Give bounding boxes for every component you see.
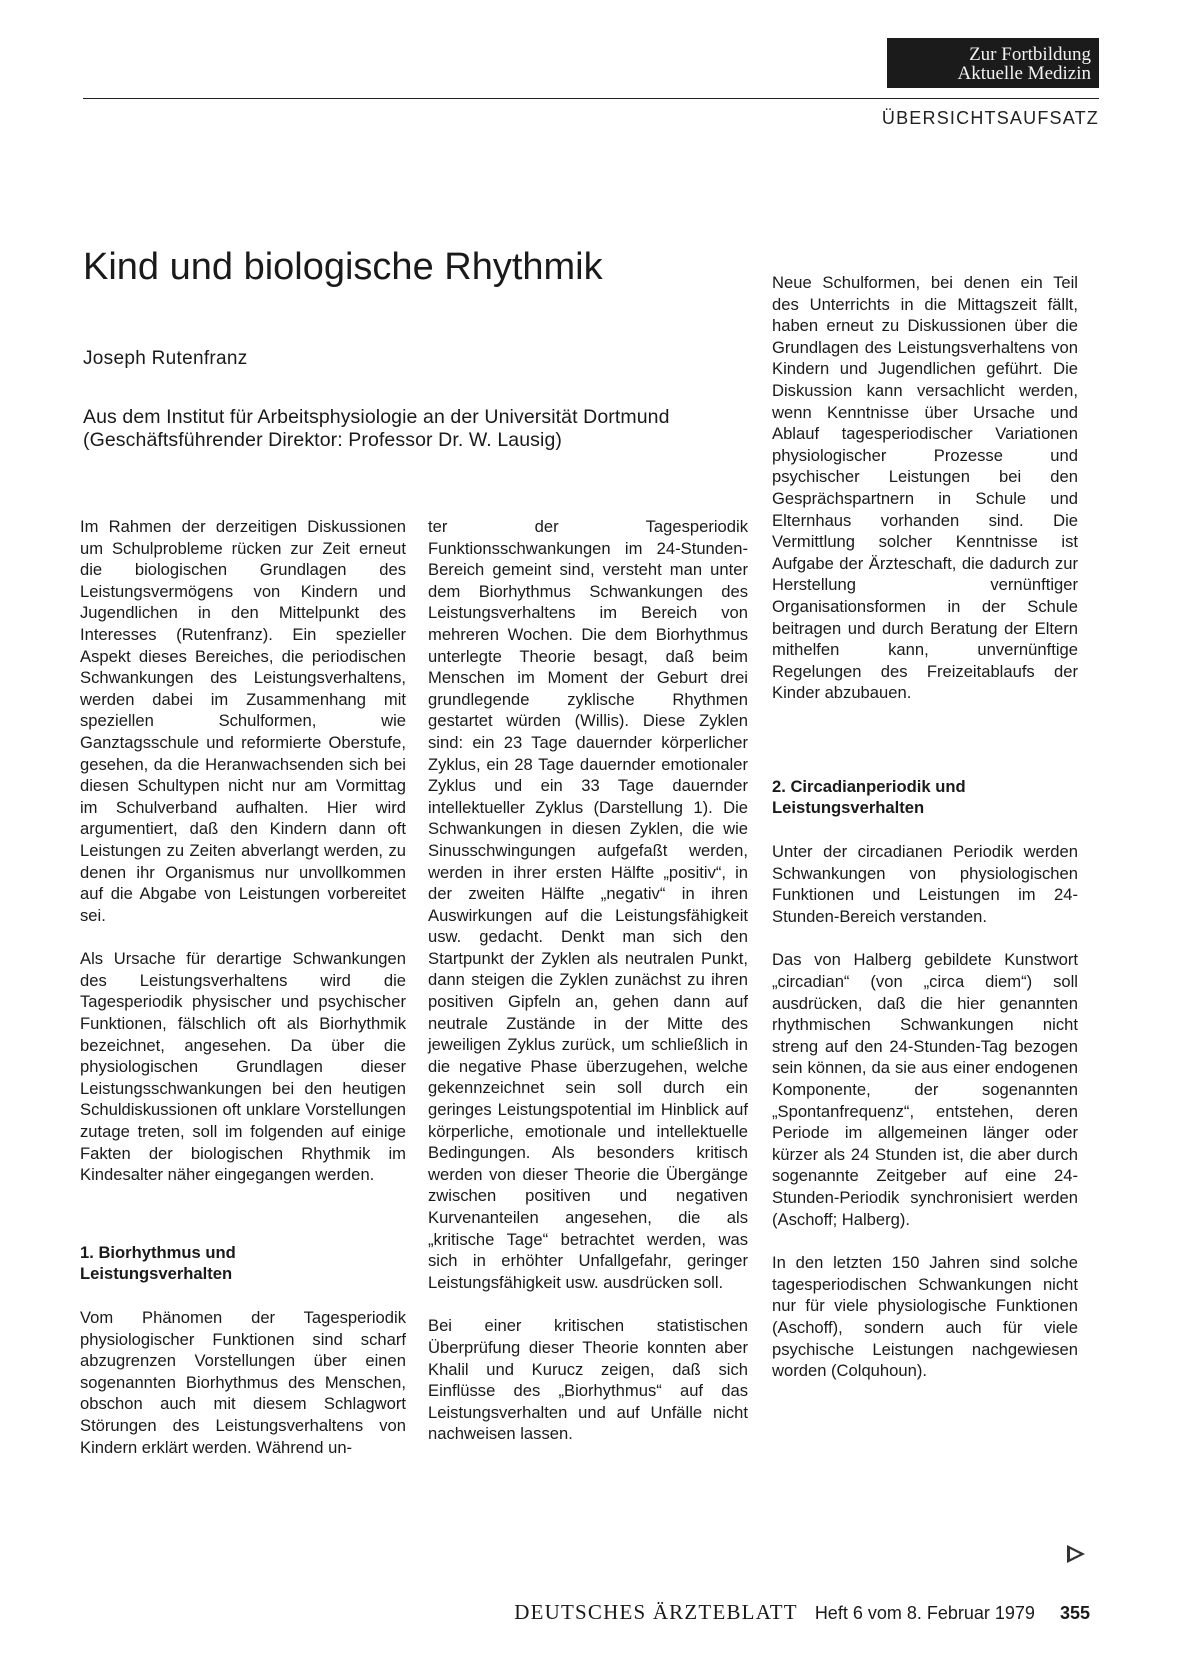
heading-line: Leistungsverhalten bbox=[772, 798, 925, 818]
paragraph: Unter der circadianen Periodik werden Schwankungen von physiologischen Funktionen und Leistungen im 24-Stunden-Bereich verstanden. bbox=[772, 842, 1078, 926]
paragraph: Im Rahmen der derzeitigen Diskussionen um Schulprobleme rücken zur Zeit erneut die biologischen Grundlagen des Leistungsvermögens von Kindern und Jugendlichen in den Mittelpunkt des Interesses (Rutenfranz). Ein spezieller Aspekt dieses Bereiches, die periodischen Schwankungen des Leistungsverhaltens, werden dabei im Zusammenhang mit speziellen Schulformen, wie Ganztagsschule und reformierte Oberstufe, gesehen, da die Heranwachsenden sich bei diesen Schultypen nicht nur am Vormittag im Schulverband aufhalten. Hier wird argumentiert, daß den Kindern dann oft Leistungen zu Zeiten abverlangt werden, zu denen ihr Organismus nur unvollkommen auf die Abgabe von Leistungen vorbereitet sei. bbox=[80, 517, 406, 925]
header-rule bbox=[83, 98, 1099, 99]
badge-line-1: Zur Fortbildung bbox=[969, 44, 1091, 65]
section-badge bbox=[887, 38, 1099, 88]
paragraph: In den letzten 150 Jahren sind solche tagesperiodischen Schwankungen nicht nur für viele physiologische Funktionen (Aschoff), sondern auch für viele psychische Leistungen nachgewiesen worden (Colquhoun). bbox=[772, 1253, 1078, 1381]
page-footer bbox=[514, 1600, 1090, 1625]
heading-line: 2. Circadianperiodik und bbox=[772, 776, 966, 796]
text-column-3 bbox=[772, 272, 1078, 1404]
paragraph: ter der Tagesperiodik Funktionsschwankungen im 24-Stunden-Bereich gemeint sind, versteht man unter dem Biorhythmus Schwankungen des Leistungsverhaltens im Bereich von mehreren Wochen. Die dem Biorhythmus unterlegte Theorie besagt, daß beim Menschen im Moment der Geburt drei grundlegende zyklische Rhythmen gestartet würden (Willis). Diese Zyklen sind: ein 23 Tage dauernder körperlicher Zyklus, ein 28 Tage dauernder emotionaler Zyklus und ein 33 Tage dauernder intellektueller Zyklus (Darstellung 1). Die Schwankungen in diesen Zyklen, die wie Sinusschwingungen aufgefaßt werden, werden in ihrer ersten Hälfte „positiv“, in der zweiten Hälfte „negativ“ in ihren Auswirkungen auf die Leistungsfähigkeit usw. gedacht. Denkt man sich den Startpunkt der Zyklen als neutralen Punkt, dann steigen die Zyklen zunächst zu ihren positiven Gipfeln an, gehen dann auf neutrale Zustände in der Mitte des jeweiligen Zyklus zurück, um schließlich in die negative Phase überzugehen, welche gekennzeichnet sein soll durch ein geringes Leistungspotential im Hinblick auf körperliche, emotionale und intellektuelle Bedingungen. Als besonders kritisch werden von dieser Theorie die Übergänge zwischen positiven und negativen Kurvenanteilen angesehen, die als „kritische Tage“ betrachtet werden, was sich in erhöhter Unfallgefahr, geringer Leistungsfähigkeit usw. ausdrücken soll. bbox=[428, 517, 748, 1292]
heading-line: Leistungsverhalten bbox=[80, 1264, 233, 1284]
journal-name: DEUTSCHES ÄRZTEBLATT bbox=[514, 1600, 798, 1624]
affiliation-line-1: Aus dem Institut für Arbeitsphysiologie an der Universität Dortmund bbox=[83, 406, 670, 428]
badge-line-2: Aktuelle Medizin bbox=[957, 63, 1091, 84]
affiliation bbox=[83, 406, 773, 452]
paragraph: Das von Halberg gebildete Kunstwort „circadian“ (von „circa diem“) soll ausdrücken, daß die hier genannten rhythmischen Schwankungen nicht streng auf den 24-Stunden-Tag bezogen sein können, da sie aus einer endogenen Komponente, der sogenannten „Spontanfrequenz“, entstehen, deren Periode im allgemeinen länger oder kürzer als 24 Stunden ist, die aber durch sogenannte Zeitgeber auf eine 24-Stunden-Periodik synchronisiert werden (Aschoff; Halberg). bbox=[772, 950, 1078, 1229]
section-heading-2 bbox=[772, 776, 1078, 819]
paragraph: Vom Phänomen der Tagesperiodik physiologischer Funktionen sind scharf abzugrenzen Vorstellungen über einen sogenannten Biorhythmus des Menschen, obschon auch mit diesem Schlagwort Störungen des Leistungsverhaltens von Kindern erklärt werden. Während un- bbox=[80, 1308, 406, 1457]
text-column-2 bbox=[428, 516, 748, 1467]
affiliation-line-2: (Geschäftsführender Direktor: Professor Dr. W. Lausig) bbox=[83, 429, 562, 451]
author-name: Joseph Rutenfranz bbox=[83, 348, 248, 369]
heading-line: 1. Biorhythmus und bbox=[80, 1242, 236, 1262]
paragraph: Neue Schulformen, bei denen ein Teil des Unterrichts in die Mittagszeit fällt, haben erneut zu Diskussionen über die Grundlagen des Leistungsverhaltens von Kindern und Jugendlichen geführt. Die Diskussion kann versachlicht werden, wenn Kenntnisse über Ursache und Ablauf tagesperiodischer Variationen physiologischer Prozesse und psychischer Leistungen bei den Gesprächspartnern in Schule und Elternhaus vorhanden sind. Die Vermittlung solcher Kenntnisse ist Aufgabe der Ärzteschaft, die dadurch zur Herstellung vernünftiger Organisationsformen in der Schule beitragen und durch Beratung der Eltern mithelfen kann, unvernünftige Regelungen des Freizeitablaufs der Kinder abzubauen. bbox=[772, 273, 1078, 703]
page-number: 355 bbox=[1059, 1603, 1090, 1623]
paragraph: Bei einer kritischen statistischen Überprüfung dieser Theorie konnten aber Khalil und Kurucz zeigen, daß sich Einflüsse des „Biorhythmus“ auf das Leistungsverhalten und auf Unfälle nicht nachweisen lassen. bbox=[428, 1316, 748, 1444]
continue-arrow-icon bbox=[1067, 1545, 1085, 1563]
issue-info: Heft 6 vom 8. Februar 1979 bbox=[814, 1603, 1035, 1623]
text-column-1 bbox=[80, 516, 406, 1480]
section-label: ÜBERSICHTSAUFSATZ bbox=[881, 108, 1099, 128]
article-title: Kind und biologische Rhythmik bbox=[83, 246, 603, 288]
section-heading-1 bbox=[80, 1242, 406, 1285]
paragraph: Als Ursache für derartige Schwankungen des Leistungsverhaltens wird die Tagesperiodik physischer und psychischer Funktionen, fälschlich oft als Biorhythmik bezeichnet, angesehen. Da über die physiologischen Grundlagen dieser Leistungsschwankungen bei den heutigen Schuldiskussionen oft unklare Vorstellungen zutage treten, soll im folgenden auf einige Fakten der biologischen Rhythmik im Kindesalter näher eingegangen werden. bbox=[80, 949, 406, 1185]
